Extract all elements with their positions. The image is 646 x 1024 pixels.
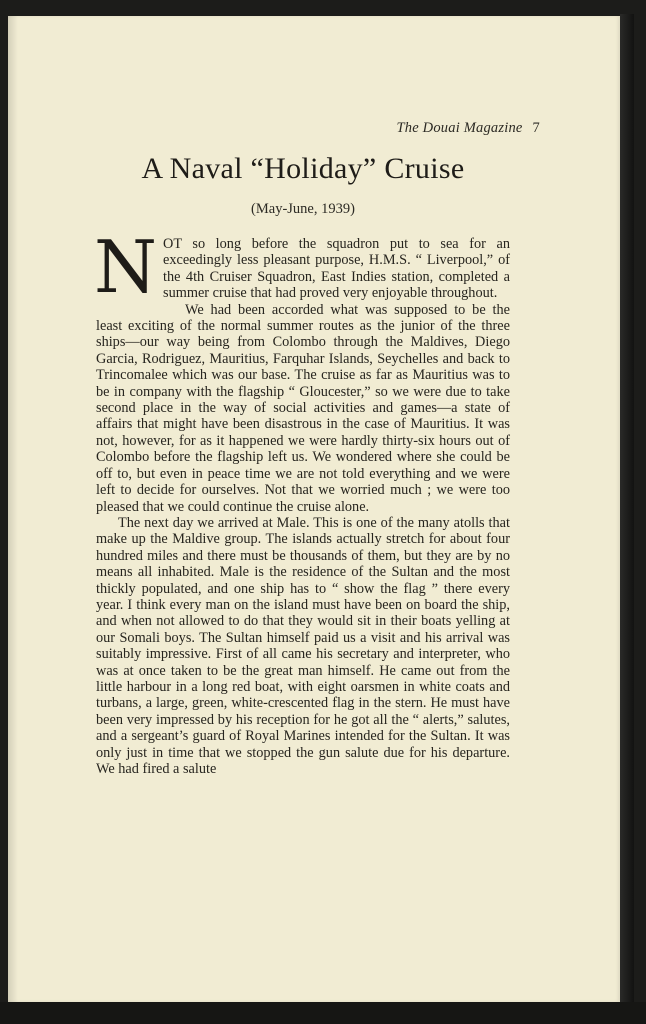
article-body	[94, 225, 510, 777]
magazine-name: The Douai Magazine	[396, 120, 523, 136]
page-number: 7	[532, 120, 540, 136]
article-subtitle: (May-June, 1939)	[251, 201, 355, 217]
book-edge-right	[620, 14, 634, 1004]
paragraph-3: The next day we arrived at Male. This is one of the many atolls that make up the Maldive group. The islands actually stretch for about four hundred miles and there must be thousands of them, but they are by no means all inhabited. Male is the residence of the Sultan and the most thickly populated, and one ship has to “ show the flag ” there every year. I think every man on the island must have been on board the ship, and when not allowed to do that they would sit in their boats yelling at our Somali boys. The Sultan himself paid us a visit and his arrival was suitably impressive. First of all came his secretary and interpreter, who was at once taken to be the great man himself. He came out from the little harbour in a long red boat, with eight oarsmen in white coats and turbans, a large, green, white-crescented flag in the stern. He must have been very impressed by his reception for he got all the “ alerts,” salutes, and a sergeant’s guard of Royal Marines intended for the Sultan. It was only just in time that we stopped the gun salute due for his departure. We had fired a salute	[96, 514, 510, 777]
book-edge-bottom	[0, 1002, 646, 1024]
drop-cap: N	[94, 225, 157, 309]
paragraph-2: We had been accorded what was supposed to be the least exciting of the normal summer routes as the junior of the three ships—our way being from Colombo through the Maldives, Diego Garcia, Rodriguez, Mauritius, Farquhar Islands, Seychelles and back to Trincomalee which was our base. The cruise as far as Mauritius was to be in company with the flagship “ Gloucester,” so we were due to take second place in the way of social activities and games—a state of affairs that might have been disastrous in the case of Mauritius. It was not, however, for as it happened we were hardly thirty-six hours out of Colombo before the flagship left us. We wondered where she could be off to, but even in peace time we are not told everything and we were left to decide for ourselves. Not that we worried much ; we were too pleased that we could continue the cruise alone.	[96, 301, 510, 515]
paragraph-1-text: OT so long before the squadron put to sea for an exceedingly less pleasant purpose, H.M.S. “ Liverpool,” of the 4th Cruiser Squadron, East Indies station, completed a summer cruise that had proved very enjoyable throughout.	[163, 236, 510, 302]
paragraph-1	[94, 225, 510, 309]
article-title: A Naval “Holiday” Cruise	[141, 152, 465, 185]
spine-shadow	[8, 16, 18, 1002]
running-head	[397, 120, 541, 137]
